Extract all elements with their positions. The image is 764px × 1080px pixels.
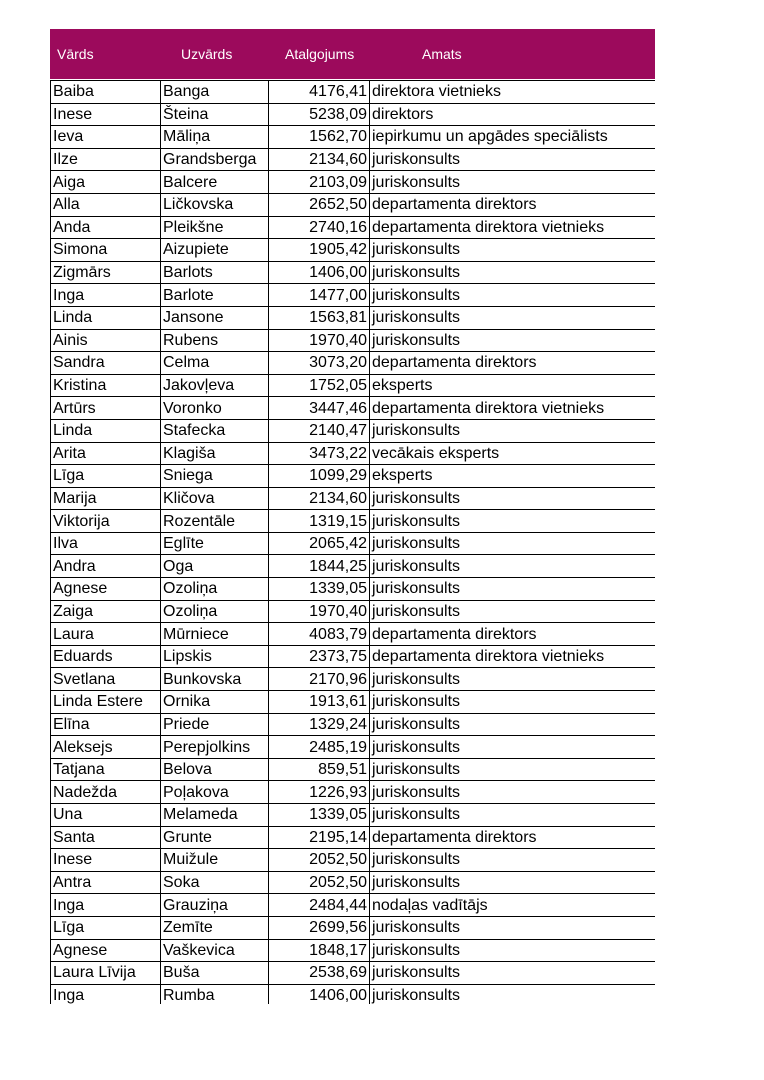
cell-salary: 4083,79 [269,623,370,646]
cell-last-name: Ozoliņa [161,600,269,623]
cell-position: juriskonsults [370,736,656,759]
cell-last-name: Soka [161,871,269,894]
table-body [50,80,655,1004]
table-row [51,306,656,329]
cell-last-name: Melameda [161,804,269,827]
cell-position: juriskonsults [370,984,656,1004]
cell-first-name: Ilva [51,532,161,555]
cell-last-name: Celma [161,352,269,375]
cell-last-name: Grauziņa [161,894,269,917]
cell-first-name: Alla [51,193,161,216]
cell-first-name: Kristina [51,374,161,397]
cell-last-name: Jakovļeva [161,374,269,397]
table-row [51,510,656,533]
cell-last-name: Barlote [161,284,269,307]
cell-first-name: Līga [51,916,161,939]
cell-position: juriskonsults [370,419,656,442]
cell-first-name: Artūrs [51,397,161,420]
cell-last-name: Voronko [161,397,269,420]
table-row [51,555,656,578]
cell-position: juriskonsults [370,758,656,781]
cell-first-name: Andra [51,555,161,578]
cell-first-name: Inese [51,103,161,126]
table-row [51,103,656,126]
cell-salary: 1844,25 [269,555,370,578]
cell-salary: 1339,05 [269,804,370,827]
cell-salary: 2484,44 [269,894,370,917]
cell-position: eksperts [370,465,656,488]
cell-salary: 1970,40 [269,600,370,623]
cell-position: juriskonsults [370,261,656,284]
cell-salary: 2195,14 [269,826,370,849]
cell-salary: 5238,09 [269,103,370,126]
cell-position: nodaļas vadītājs [370,894,656,917]
cell-position: juriskonsults [370,510,656,533]
cell-last-name: Rumba [161,984,269,1004]
cell-position: juriskonsults [370,171,656,194]
cell-salary: 1477,00 [269,284,370,307]
cell-first-name: Marija [51,487,161,510]
cell-first-name: Agnese [51,939,161,962]
cell-position: juriskonsults [370,962,656,985]
cell-salary: 1329,24 [269,713,370,736]
table-row [51,284,656,307]
cell-salary: 2170,96 [269,668,370,691]
cell-first-name: Santa [51,826,161,849]
cell-first-name: Linda [51,306,161,329]
cell-last-name: Barlots [161,261,269,284]
table-row [51,578,656,601]
cell-salary: 2103,09 [269,171,370,194]
cell-position: juriskonsults [370,284,656,307]
cell-first-name: Una [51,804,161,827]
cell-last-name: Rozentāle [161,510,269,533]
table-row [51,216,656,239]
salary-table [50,29,655,1004]
cell-first-name: Zaiga [51,600,161,623]
table-header [50,29,655,79]
cell-salary: 2052,50 [269,871,370,894]
cell-first-name: Linda Estere [51,691,161,714]
cell-position: juriskonsults [370,691,656,714]
cell-salary: 3473,22 [269,442,370,465]
cell-last-name: Zemīte [161,916,269,939]
cell-position: iepirkumu un apgādes speciālists [370,126,656,149]
cell-salary: 2134,60 [269,148,370,171]
cell-salary: 1226,93 [269,781,370,804]
cell-salary: 2699,56 [269,916,370,939]
cell-last-name: Perepjolkins [161,736,269,759]
table-row [51,419,656,442]
cell-salary: 1339,05 [269,578,370,601]
cell-position: juriskonsults [370,239,656,262]
cell-position: juriskonsults [370,148,656,171]
cell-salary: 1562,70 [269,126,370,149]
cell-last-name: Māliņa [161,126,269,149]
cell-salary: 3447,46 [269,397,370,420]
table-row [51,871,656,894]
cell-position: vecākais eksperts [370,442,656,465]
cell-last-name: Kličova [161,487,269,510]
cell-salary: 2538,69 [269,962,370,985]
table-row [51,939,656,962]
cell-position: direktora vietnieks [370,81,656,104]
cell-first-name: Viktorija [51,510,161,533]
table-row [51,916,656,939]
cell-salary: 2134,60 [269,487,370,510]
header-salary: Atalgojums [285,46,355,62]
table-row [51,713,656,736]
cell-last-name: Jansone [161,306,269,329]
cell-salary: 1563,81 [269,306,370,329]
cell-position: juriskonsults [370,871,656,894]
table-row [51,81,656,104]
cell-position: departamenta direktora vietnieks [370,397,656,420]
table-row [51,804,656,827]
cell-first-name: Antra [51,871,161,894]
cell-last-name: Priede [161,713,269,736]
cell-position: juriskonsults [370,329,656,352]
cell-last-name: Bunkovska [161,668,269,691]
cell-position: juriskonsults [370,713,656,736]
table-row [51,193,656,216]
cell-first-name: Zigmārs [51,261,161,284]
cell-last-name: Eglīte [161,532,269,555]
cell-first-name: Sandra [51,352,161,375]
cell-first-name: Ieva [51,126,161,149]
table-row [51,645,656,668]
cell-first-name: Agnese [51,578,161,601]
cell-position: departamenta direktors [370,352,656,375]
cell-salary: 2065,42 [269,532,370,555]
cell-last-name: Rubens [161,329,269,352]
cell-position: departamenta direktors [370,826,656,849]
cell-first-name: Tatjana [51,758,161,781]
table-row [51,736,656,759]
cell-position: juriskonsults [370,939,656,962]
cell-last-name: Poļakova [161,781,269,804]
table-row [51,668,656,691]
cell-salary: 2740,16 [269,216,370,239]
cell-first-name: Aleksejs [51,736,161,759]
cell-first-name: Ilze [51,148,161,171]
cell-first-name: Baiba [51,81,161,104]
table-row [51,623,656,646]
cell-last-name: Grandsberga [161,148,269,171]
table-row [51,487,656,510]
cell-salary: 2140,47 [269,419,370,442]
table-row [51,849,656,872]
cell-first-name: Aiga [51,171,161,194]
cell-first-name: Linda [51,419,161,442]
cell-salary: 3073,20 [269,352,370,375]
cell-position: departamenta direktora vietnieks [370,216,656,239]
cell-salary: 1752,05 [269,374,370,397]
table-row [51,962,656,985]
table-row [51,329,656,352]
table-row [51,126,656,149]
cell-position: juriskonsults [370,668,656,691]
header-position: Amats [422,46,462,62]
cell-salary: 2052,50 [269,849,370,872]
cell-last-name: Lipskis [161,645,269,668]
table-row [51,374,656,397]
cell-last-name: Aizupiete [161,239,269,262]
cell-last-name: Ornika [161,691,269,714]
cell-salary: 2652,50 [269,193,370,216]
header-first-name: Vārds [57,46,94,62]
cell-position: juriskonsults [370,306,656,329]
cell-first-name: Svetlana [51,668,161,691]
cell-position: juriskonsults [370,781,656,804]
table-row [51,532,656,555]
cell-last-name: Vaškevica [161,939,269,962]
table-row [51,465,656,488]
cell-position: juriskonsults [370,532,656,555]
cell-salary: 4176,41 [269,81,370,104]
table-row [51,397,656,420]
cell-first-name: Simona [51,239,161,262]
cell-first-name: Arita [51,442,161,465]
cell-last-name: Grunte [161,826,269,849]
cell-last-name: Pleikšne [161,216,269,239]
cell-position: juriskonsults [370,849,656,872]
cell-salary: 1099,29 [269,465,370,488]
cell-first-name: Līga [51,465,161,488]
cell-last-name: Buša [161,962,269,985]
table-row [51,894,656,917]
cell-last-name: Muižule [161,849,269,872]
cell-position: juriskonsults [370,916,656,939]
cell-last-name: Banga [161,81,269,104]
cell-position: juriskonsults [370,804,656,827]
cell-last-name: Stafecka [161,419,269,442]
header-last-name: Uzvārds [181,46,233,62]
cell-first-name: Inga [51,284,161,307]
cell-position: juriskonsults [370,487,656,510]
cell-position: direktors [370,103,656,126]
table-row [51,826,656,849]
cell-last-name: Balcere [161,171,269,194]
cell-salary: 859,51 [269,758,370,781]
cell-last-name: Ozoliņa [161,578,269,601]
cell-last-name: Belova [161,758,269,781]
cell-last-name: Oga [161,555,269,578]
cell-salary: 1848,17 [269,939,370,962]
cell-first-name: Inga [51,894,161,917]
table-row [51,758,656,781]
cell-position: departamenta direktors [370,623,656,646]
cell-first-name: Inese [51,849,161,872]
cell-last-name: Ličkovska [161,193,269,216]
cell-salary: 1319,15 [269,510,370,533]
cell-position: departamenta direktors [370,193,656,216]
cell-last-name: Sniega [161,465,269,488]
table-row [51,261,656,284]
cell-position: eksperts [370,374,656,397]
cell-last-name: Klagiša [161,442,269,465]
cell-first-name: Laura [51,623,161,646]
cell-salary: 1913,61 [269,691,370,714]
cell-first-name: Nadežda [51,781,161,804]
cell-first-name: Ainis [51,329,161,352]
cell-first-name: Inga [51,984,161,1004]
table-row [51,171,656,194]
cell-last-name: Šteina [161,103,269,126]
cell-last-name: Mūrniece [161,623,269,646]
table-row [51,442,656,465]
cell-first-name: Eduards [51,645,161,668]
cell-salary: 1406,00 [269,261,370,284]
cell-salary: 1406,00 [269,984,370,1004]
table-row [51,781,656,804]
table-row [51,352,656,375]
cell-salary: 2373,75 [269,645,370,668]
cell-first-name: Laura Līvija [51,962,161,985]
cell-position: juriskonsults [370,578,656,601]
table-row [51,691,656,714]
cell-salary: 2485,19 [269,736,370,759]
cell-position: juriskonsults [370,600,656,623]
cell-salary: 1905,42 [269,239,370,262]
cell-position: juriskonsults [370,555,656,578]
table-row [51,148,656,171]
cell-first-name: Elīna [51,713,161,736]
cell-first-name: Anda [51,216,161,239]
table-row [51,239,656,262]
table-row [51,984,656,1004]
table-row [51,600,656,623]
cell-salary: 1970,40 [269,329,370,352]
cell-position: departamenta direktora vietnieks [370,645,656,668]
